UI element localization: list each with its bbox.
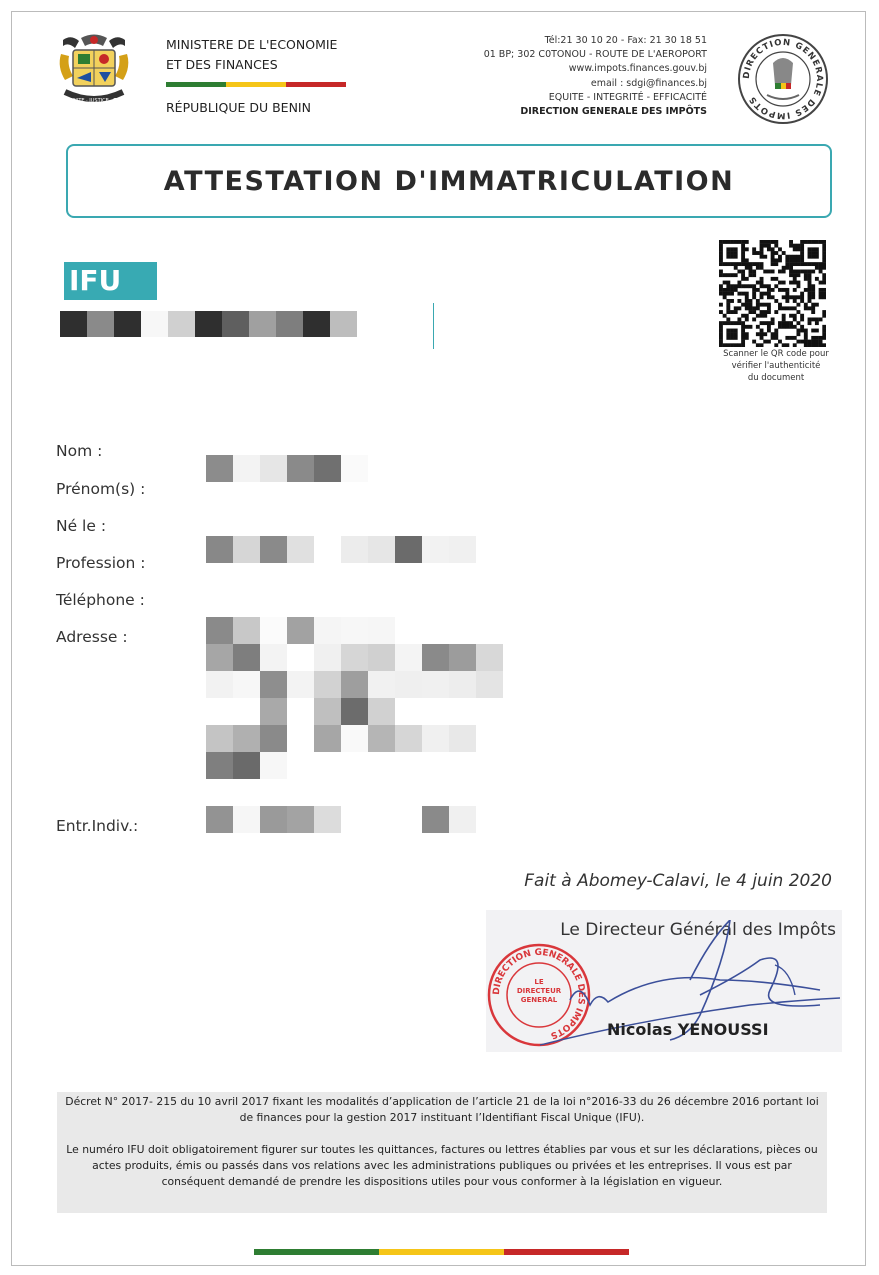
label-entr-indiv: Entr.Indiv.: xyxy=(56,817,139,835)
label-prenoms: Prénom(s) : xyxy=(56,480,146,498)
bottom-flag-stripe xyxy=(254,1249,629,1255)
document-title: ATTESTATION D'IMMATRICULATION xyxy=(163,165,735,197)
footer-notice: Le numéro IFU doit obligatoirement figurer sur toutes les quittances, factures ou lettres établies par vous et sur les déclarations, pièces ou actes produits, émis ou passés dans vos relations avec les administrations publiques ou privées et les entreprises. Il vous est par conséquent demandé de prendre les dispositions utiles pour vous conformer à la législation en vigueur. xyxy=(66,1143,818,1188)
republic-name: RÉPUBLIQUE DU BENIN xyxy=(166,100,311,115)
label-profession: Profession : xyxy=(56,554,146,572)
qr-caption-line-1: Scanner le QR code pour xyxy=(723,349,829,359)
dgi-seal-icon xyxy=(737,33,829,125)
nom-value-redacted xyxy=(206,455,368,482)
label-telephone: Téléphone : xyxy=(56,591,145,609)
label-nom: Nom : xyxy=(56,442,103,460)
profession-value-redacted xyxy=(206,536,476,563)
signatory-last-name: YENOUSSI xyxy=(677,1020,769,1039)
contact-website: www.impots.finances.gouv.bj xyxy=(568,63,707,75)
date-place: Fait à Abomey-Calavi, le 4 juin 2020 xyxy=(524,871,832,891)
text-cursor-line xyxy=(433,303,434,349)
ifu-badge: IFU xyxy=(64,262,157,300)
stamp-ring-text: DIRECTION GENERALE DES IMPOTS xyxy=(491,947,587,1041)
entr-indiv-value-redacted xyxy=(206,806,476,833)
contact-block xyxy=(484,34,707,119)
title-box xyxy=(66,144,832,218)
adresse-value-redacted-3 xyxy=(206,671,503,698)
label-adresse: Adresse : xyxy=(56,628,128,646)
label-ne-le: Né le : xyxy=(56,517,107,535)
adresse-value-redacted-2 xyxy=(206,644,503,671)
signatory-name xyxy=(607,1020,769,1039)
adresse-value-redacted-5 xyxy=(206,725,476,752)
ministry-line-1: MINISTERE DE L'ECONOMIE xyxy=(166,37,338,52)
seal-ring-text: DIRECTION GENERALE DES IMPOTS xyxy=(741,37,825,121)
coat-of-arms-motto: FRATERNITE · JUSTICE · TRAVAIL xyxy=(54,98,134,104)
contact-email: email : sdgi@finances.bj xyxy=(590,77,707,89)
contact-address: 01 BP; 302 C0TONOU - ROUTE DE L'AEROPORT xyxy=(483,49,707,61)
ifu-number-redacted xyxy=(60,311,357,337)
qr-caption xyxy=(716,348,836,384)
signatory-title: Le Directeur Général des Impôts xyxy=(560,920,836,940)
qr-caption-line-3: du document xyxy=(747,373,805,383)
coat-of-arms-icon xyxy=(53,32,135,110)
ministry-line-2: ET DES FINANCES xyxy=(166,57,278,72)
qr-caption-line-2: vérifier l'authenticité xyxy=(731,361,821,371)
ministry-name xyxy=(166,35,337,75)
adresse-value-redacted-1 xyxy=(206,617,395,644)
contact-phone-fax: Tél:21 30 10 20 - Fax: 21 30 18 51 xyxy=(544,35,707,46)
adresse-value-redacted-4 xyxy=(206,698,395,725)
contact-direction: DIRECTION GENERALE DES IMPÔTS xyxy=(520,106,707,118)
header-flag-stripe xyxy=(166,82,346,87)
contact-values: EQUITE - INTEGRITÉ - EFFICACITÉ xyxy=(548,91,707,103)
footer-decree: Décret N° 2017- 215 du 10 avril 2017 fixant les modalités d’application de l’article 21 de la loi n°2016-33 du 26 décembre 2016 portant loi de finances pour la gestion 2017 instituant l’Identifiant Fiscal Unique (IFU). xyxy=(65,1095,819,1124)
stamp-center-text: LE DIRECTEUR GENERAL xyxy=(516,978,562,1004)
signatory-first-name: Nicolas xyxy=(607,1020,678,1039)
qr-code-icon[interactable] xyxy=(719,240,826,347)
legal-footer xyxy=(57,1092,827,1213)
adresse-value-redacted-6 xyxy=(206,752,287,779)
